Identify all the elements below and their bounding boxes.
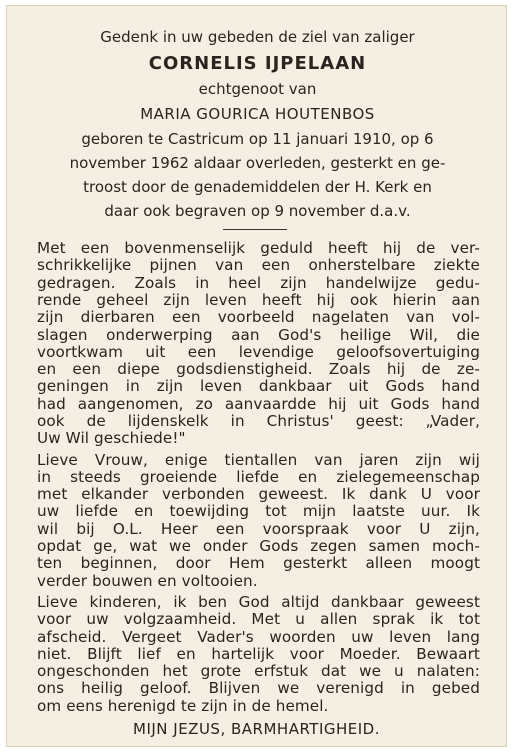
header-line: november 1962 aldaar overleden, gesterkt en ge- <box>69 154 446 172</box>
paragraph-line: ten beginnen, door Hem gesterkt alleen moogt <box>37 554 480 573</box>
paragraph-line: ongeschonden het grote erfstuk dat we u nalaten: <box>37 662 480 681</box>
closing-prayer: MIJN JEZUS, BARMHARTIGHEID. <box>133 720 380 738</box>
paragraph-line: niet. Blijft lief en hartelijk voor Moeder. Bewaart <box>37 644 480 663</box>
deceased-name: CORNELIS IJPELAAN <box>148 53 367 74</box>
header-line: troost door de genademiddelen der H. Kerk en <box>83 178 432 196</box>
paragraph-line: Lieve Vrouw, enige tientallen van jaren zijn wij <box>37 450 480 469</box>
paragraph-line: had aangenomen, zo aanvaardde hij uit Gods hand <box>37 394 480 413</box>
paragraph-line: voortkwam uit een levendige geloofsovertuiging <box>37 342 480 361</box>
paragraph-line: wil bij O.L. Heer een voorspraak voor U zijn, <box>37 519 480 538</box>
paragraph-line: opdat ge, wat we onder Gods zegen samen moch- <box>37 537 480 555</box>
paragraph-line: geningen in zijn leven dankbaar uit Gods hand <box>37 377 480 396</box>
header-line: geboren te Castricum op 11 januari 1910, op 6 <box>81 130 434 148</box>
paragraph-line: afscheid. Vergeet Vader's woorden uw leven lang <box>37 627 480 646</box>
paragraph-line: in steeds groeiende liefde en zielegemeenschap <box>37 467 480 486</box>
memorial-card <box>6 5 507 747</box>
header-line: daar ook begraven op 9 november d.a.v. <box>104 202 411 220</box>
divider <box>223 229 287 230</box>
paragraph-line: voor uw volgzaamheid. Met u allen sprak ik tot <box>37 610 480 629</box>
paragraph-line: Met een bovenmenselijk geduld heeft hij de ver- <box>37 239 480 257</box>
paragraph-line: en een diepe godsdienstigheid. Zoals hij de ze- <box>37 360 480 379</box>
header-line: echtgenoot van <box>198 80 317 98</box>
paragraph-line: ons heilig geloof. Blijven we verenigd in gebed <box>37 679 480 698</box>
paragraph-line: schrikkelijke pijnen van een onherstelbare ziekte <box>37 256 480 275</box>
paragraph-line: uw liefde en toewijding tot mijn laatste uur. Ik <box>37 502 480 521</box>
paragraph-line: verder bouwen en voltooien. <box>37 571 258 590</box>
paragraph-line: om eens herenigd te zijn in de hemel. <box>37 696 329 715</box>
paragraph-line: Lieve kinderen, ik ben God altijd dankbaar geweest <box>37 592 480 611</box>
paragraph-line: zijn dierbaren een voorbeeld nagelaten van vol- <box>37 308 480 327</box>
paragraph-line: slagen onderwerping aan God's heilige Wil, die <box>37 325 480 344</box>
spouse-name: MARIA GOURICA HOUTENBOS <box>140 105 375 123</box>
paragraph-line: Uw Wil geschiede!" <box>37 429 186 448</box>
header-line: Gedenk in uw gebeden de ziel van zaliger <box>100 28 415 46</box>
paragraph-line: ook de lijdenskelk in Christus' geest: „Vader, <box>37 412 480 430</box>
paragraph-line: met elkander verbonden geweest. Ik dank U voor <box>37 485 480 504</box>
paragraph-line: gedragen. Zoals in heel zijn handelwijze gedu- <box>37 273 480 292</box>
paragraph-line: rende geheel zijn leven heeft hij ook hierin aan <box>37 290 480 309</box>
